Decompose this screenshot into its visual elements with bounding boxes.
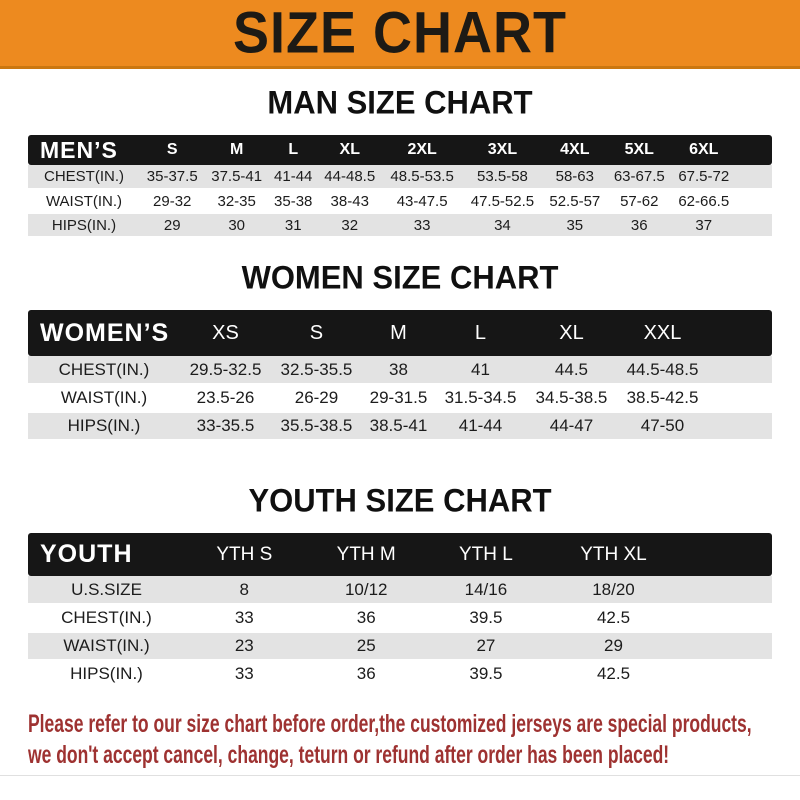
youth-header-row	[28, 533, 772, 576]
men-waist-row	[28, 189, 772, 213]
men-col-2xl: 2XL	[382, 135, 462, 165]
men-col-5xl: 5XL	[607, 135, 671, 165]
youth-chest-value: 36	[304, 604, 429, 632]
women-chest-filler	[708, 356, 772, 384]
youth-ussize-filler	[684, 576, 772, 604]
men-chest-value: 41-44	[269, 165, 318, 189]
youth-waist-row	[28, 632, 772, 660]
youth-chest-label: CHEST(IN.)	[28, 604, 185, 632]
youth-header-filler	[684, 533, 772, 576]
men-chest-label: CHEST(IN.)	[28, 165, 140, 189]
youth-ussize-value: 10/12	[304, 576, 429, 604]
women-chest-value: 32.5-35.5	[271, 356, 362, 384]
youth-chest-row	[28, 604, 772, 632]
men-hips-filler	[736, 213, 772, 237]
men-hips-label: HIPS(IN.)	[28, 213, 140, 237]
men-waist-label: WAIST(IN.)	[28, 189, 140, 213]
women-col-l: L	[435, 310, 526, 356]
men-col-m: M	[204, 135, 268, 165]
youth-ussize-label: U.S.SIZE	[28, 576, 185, 604]
women-waist-value: 31.5-34.5	[435, 384, 526, 412]
men-hips-value: 33	[382, 213, 462, 237]
youth-col-l: YTH L	[429, 533, 543, 576]
youth-ussize-row	[28, 576, 772, 604]
youth-chest-filler	[684, 604, 772, 632]
women-col-xl: XL	[526, 310, 617, 356]
youth-waist-label: WAIST(IN.)	[28, 632, 185, 660]
men-col-l: L	[269, 135, 318, 165]
women-hips-value: 35.5-38.5	[271, 412, 362, 440]
youth-waist-value: 29	[543, 632, 684, 660]
women-waist-row	[28, 384, 772, 412]
women-hips-value: 41-44	[435, 412, 526, 440]
women-waist-value: 38.5-42.5	[617, 384, 708, 412]
women-hips-value: 44-47	[526, 412, 617, 440]
youth-hips-value: 33	[185, 660, 304, 688]
men-hips-row	[28, 213, 772, 237]
men-waist-value: 47.5-52.5	[462, 189, 542, 213]
men-hips-value: 35	[543, 213, 607, 237]
youth-hips-row	[28, 660, 772, 688]
men-col-3xl: 3XL	[462, 135, 542, 165]
youth-hips-value: 39.5	[429, 660, 543, 688]
men-col-4xl: 4XL	[543, 135, 607, 165]
women-col-s: S	[271, 310, 362, 356]
footer-line1: Please refer to our size chart before order,the customized jerseys are special products,	[28, 710, 752, 738]
women-chest-value: 41	[435, 356, 526, 384]
youth-ussize-value: 8	[185, 576, 304, 604]
men-chest-value: 58-63	[543, 165, 607, 189]
women-chest-value: 44.5-48.5	[617, 356, 708, 384]
women-section-heading: WOMEN SIZE CHART	[241, 259, 559, 296]
men-hips-value: 29	[140, 213, 204, 237]
youth-size-table	[28, 533, 772, 689]
men-chest-value: 63-67.5	[607, 165, 671, 189]
men-waist-value: 32-35	[204, 189, 268, 213]
men-hips-value: 37	[672, 213, 737, 237]
footer-line2: we don't accept cancel, change, teturn or refund after order has been placed!	[28, 741, 670, 769]
women-hips-label: HIPS(IN.)	[28, 412, 180, 440]
youth-waist-value: 27	[429, 632, 543, 660]
youth-waist-value: 25	[304, 632, 429, 660]
youth-hips-filler	[684, 660, 772, 688]
men-header-filler	[736, 135, 772, 165]
youth-chest-value: 42.5	[543, 604, 684, 632]
women-chest-value: 44.5	[526, 356, 617, 384]
women-waist-value: 26-29	[271, 384, 362, 412]
men-size-table	[28, 135, 772, 238]
women-chest-row	[28, 356, 772, 384]
youth-ussize-value: 18/20	[543, 576, 684, 604]
men-waist-value: 62-66.5	[672, 189, 737, 213]
banner	[0, 0, 800, 69]
women-col-xxl: XXL	[617, 310, 708, 356]
men-header-row	[28, 135, 772, 165]
men-chest-row	[28, 165, 772, 189]
youth-hips-value: 42.5	[543, 660, 684, 688]
youth-header-label: YOUTH	[28, 533, 185, 576]
youth-ussize-value: 14/16	[429, 576, 543, 604]
women-waist-value: 29-31.5	[362, 384, 435, 412]
women-waist-filler	[708, 384, 772, 412]
men-chest-value: 44-48.5	[318, 165, 382, 189]
youth-section-heading: YOUTH SIZE CHART	[248, 482, 552, 519]
women-chest-label: CHEST(IN.)	[28, 356, 180, 384]
youth-col-xl: YTH XL	[543, 533, 684, 576]
men-chest-value: 37.5-41	[204, 165, 268, 189]
women-header-filler	[708, 310, 772, 356]
youth-col-m: YTH M	[304, 533, 429, 576]
men-hips-value: 31	[269, 213, 318, 237]
women-hips-value: 33-35.5	[180, 412, 271, 440]
women-hips-row	[28, 412, 772, 440]
footer-note	[28, 709, 800, 771]
bottom-divider	[0, 775, 800, 776]
men-waist-value: 57-62	[607, 189, 671, 213]
youth-col-s: YTH S	[185, 533, 304, 576]
youth-waist-value: 23	[185, 632, 304, 660]
men-chest-value: 48.5-53.5	[382, 165, 462, 189]
women-header-row	[28, 310, 772, 356]
men-chest-value: 67.5-72	[672, 165, 737, 189]
men-col-s: S	[140, 135, 204, 165]
women-waist-value: 34.5-38.5	[526, 384, 617, 412]
women-chest-value: 29.5-32.5	[180, 356, 271, 384]
men-section-heading: MAN SIZE CHART	[267, 84, 533, 121]
men-waist-filler	[736, 189, 772, 213]
men-col-xl: XL	[318, 135, 382, 165]
banner-title: SIZE CHART	[233, 0, 567, 66]
women-waist-label: WAIST(IN.)	[28, 384, 180, 412]
women-col-m: M	[362, 310, 435, 356]
women-chest-value: 38	[362, 356, 435, 384]
youth-waist-filler	[684, 632, 772, 660]
women-header-label: WOMEN’S	[28, 310, 180, 356]
men-waist-value: 38-43	[318, 189, 382, 213]
men-hips-value: 34	[462, 213, 542, 237]
men-chest-value: 35-37.5	[140, 165, 204, 189]
women-col-xs: XS	[180, 310, 271, 356]
men-hips-value: 30	[204, 213, 268, 237]
men-header-label: MEN’S	[28, 135, 140, 165]
women-size-table	[28, 310, 772, 441]
men-col-6xl: 6XL	[672, 135, 737, 165]
youth-hips-label: HIPS(IN.)	[28, 660, 185, 688]
men-waist-value: 52.5-57	[543, 189, 607, 213]
youth-chest-value: 39.5	[429, 604, 543, 632]
men-waist-value: 29-32	[140, 189, 204, 213]
women-hips-value: 47-50	[617, 412, 708, 440]
men-hips-value: 32	[318, 213, 382, 237]
women-hips-filler	[708, 412, 772, 440]
men-waist-value: 43-47.5	[382, 189, 462, 213]
youth-hips-value: 36	[304, 660, 429, 688]
men-chest-value: 53.5-58	[462, 165, 542, 189]
men-hips-value: 36	[607, 213, 671, 237]
youth-chest-value: 33	[185, 604, 304, 632]
men-chest-filler	[736, 165, 772, 189]
women-waist-value: 23.5-26	[180, 384, 271, 412]
men-waist-value: 35-38	[269, 189, 318, 213]
women-hips-value: 38.5-41	[362, 412, 435, 440]
